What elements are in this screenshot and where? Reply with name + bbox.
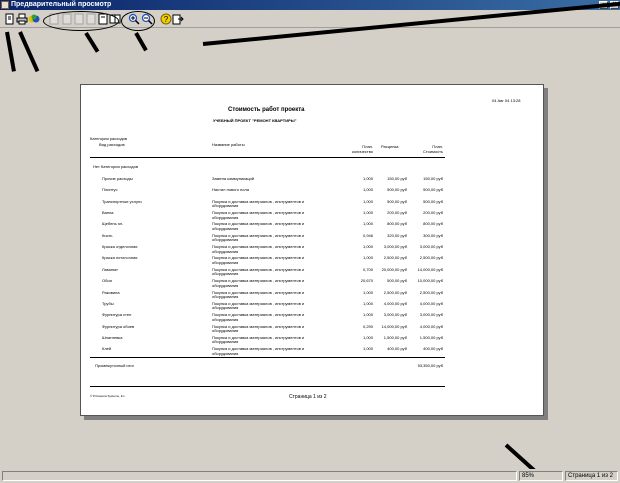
footer-divider: [90, 386, 445, 387]
row-rate: 1,500,00 руб: [383, 334, 407, 340]
row-qty: 0,290: [362, 323, 373, 329]
status-panel-main: [2, 471, 517, 481]
row-work-continued: оборудования: [212, 316, 239, 322]
row-qty: 1,000: [362, 187, 373, 193]
row-qty: 1,000: [362, 300, 373, 306]
row-expense: Краска потолочная: [102, 255, 138, 261]
row-expense: Фурнитура обоев: [102, 323, 135, 329]
row-qty: 20,670: [360, 278, 373, 284]
col-qty-header: План. количество: [352, 144, 373, 154]
footer-page-number: Страница 1 из 2: [289, 394, 327, 400]
exit-icon[interactable]: [172, 13, 184, 25]
row-cost: 2,500,00 руб: [419, 289, 443, 295]
row-expense: Кисть: [102, 232, 113, 238]
row-qty: 1,000: [362, 289, 373, 295]
row-cost: 10,000,00 руб: [417, 278, 443, 284]
row-expense: Трубы: [102, 300, 114, 306]
row-work: Покупка и доставка материалов , инструментов и: [212, 278, 305, 284]
row-work: Покупка и доставка материалов , инструментов и: [212, 210, 305, 216]
row-work: Покупка и доставка материалов , инструментов и: [212, 244, 305, 250]
row-rate: 320,00 руб: [387, 232, 407, 238]
row-work-continued: оборудования: [212, 271, 239, 277]
group-label: Нет Категория расходов: [93, 164, 138, 169]
help-icon[interactable]: [160, 13, 172, 25]
row-rate: 2,500,00 руб: [383, 289, 407, 295]
row-work: Замена коммуникаций: [212, 176, 254, 181]
row-expense: Плинтус: [102, 187, 118, 193]
row-work: Покупка и доставка материалов , инструментов и: [212, 312, 305, 318]
footer-copyright: © Primavera Systems, Inc.: [90, 394, 126, 398]
report-page: [80, 84, 544, 416]
annotation-line: [5, 32, 16, 72]
row-work-continued: оборудования: [212, 259, 239, 265]
row-qty: 1,000: [362, 334, 373, 340]
row-cost: 500,00 руб: [423, 187, 443, 193]
row-rate: 2,500,00 руб: [383, 255, 407, 261]
row-work: Покупка и доставка материалов , инструментов и: [212, 221, 305, 227]
row-rate: 500,00 руб: [387, 198, 407, 204]
row-rate: 200,00 руб: [387, 210, 407, 216]
row-expense: Краска отделочная: [102, 244, 138, 250]
subtotal-label: Промежуточный итог: [95, 363, 135, 368]
page-nav-highlight: [43, 11, 119, 31]
header-divider: [90, 157, 445, 158]
row-work: Покупка и доставка материалов , инструментов и: [212, 232, 305, 238]
row-qty: 1,000: [362, 255, 373, 261]
row-expense: Раковина: [102, 289, 120, 295]
window-title: Предварительный просмотр: [11, 1, 112, 8]
row-cost: 400,00 руб: [423, 346, 443, 352]
row-qty: 0,700: [362, 266, 373, 272]
row-rate: 800,00 руб: [387, 221, 407, 227]
svg-text:?: ?: [163, 15, 169, 24]
row-cost: 800,00 руб: [423, 221, 443, 227]
row-expense: Ламинат: [102, 266, 119, 272]
row-rate: 400,00 руб: [387, 346, 407, 352]
row-work-continued: оборудования: [212, 294, 239, 299]
row-cost: 1,500,00 руб: [419, 334, 443, 340]
annotation-line: [18, 31, 39, 72]
row-cost: 300,00 руб: [423, 232, 443, 238]
row-work-continued: оборудования: [212, 328, 239, 334]
report-project: УЧЕБНЫЙ ПРОЕКТ "РЕМОНТ КВАРТИРЫ": [213, 118, 297, 123]
row-work: Покупка и доставка материалов , инструментов и: [212, 198, 305, 204]
row-rate: 3,000,00 руб: [383, 244, 407, 250]
row-expense: Фурнитура стен: [102, 312, 132, 318]
status-bar: [0, 469, 620, 483]
row-work: Покупка и доставка материалов , инструментов и: [212, 266, 305, 272]
row-work-continued: оборудования: [212, 248, 239, 254]
row-rate: 3,000,00 руб: [383, 312, 407, 318]
row-work-continued: оборудования: [212, 203, 239, 209]
row-qty: 1,000: [362, 221, 373, 227]
row-work-continued: оборудования: [212, 225, 239, 231]
row-work-continued: оборудования: [212, 339, 239, 345]
row-rate: 150,00 руб: [387, 176, 407, 181]
status-page-indicator: Страница 1 из 2: [565, 471, 618, 481]
row-work: Покупка и доставка материалов , инструментов и: [212, 289, 305, 295]
row-qty: 1,000: [362, 312, 373, 318]
row-work: Покупка и доставка материалов , инструментов и: [212, 300, 305, 306]
row-work-continued: оборудования: [212, 282, 239, 288]
row-work: Покупка и доставка материалов , инструментов и: [212, 323, 305, 329]
annotation-line: [84, 32, 99, 53]
row-rate: 20,000,00 руб: [381, 266, 407, 272]
row-expense: Прочие расходы: [102, 176, 133, 181]
col-work-header: Название работы: [212, 142, 245, 147]
subtotal-divider: [90, 357, 445, 358]
row-work: Покупка и доставка материалов , инструментов и: [212, 334, 305, 340]
row-rate: 4,000,00 руб: [383, 300, 407, 306]
row-expense: Щебень эл.: [102, 221, 124, 227]
row-cost: 4,000,00 руб: [419, 323, 443, 329]
row-work: Настил нового пола: [212, 187, 249, 193]
color-icon[interactable]: [28, 13, 40, 25]
row-work-continued: оборудования: [212, 305, 239, 311]
report-date: 04 Авг 04 13:28: [492, 98, 521, 103]
zoom-highlight: [121, 11, 155, 31]
annotation-line: [134, 32, 147, 51]
row-cost: 3,000,00 руб: [419, 244, 443, 250]
row-expense: Клей: [102, 346, 112, 352]
row-cost: 2,500,00 руб: [419, 255, 443, 261]
col-expense-header: Вид расходов: [99, 142, 125, 147]
row-work-continued: оборудования: [212, 350, 239, 356]
row-work-continued: оборудования: [212, 214, 239, 220]
page-setup-icon[interactable]: [4, 13, 16, 25]
row-rate: 14,000,00 руб: [381, 323, 407, 329]
row-qty: 1,000: [362, 198, 373, 204]
row-cost: 150,00 руб: [423, 176, 443, 181]
category-label: Категория расходов: [90, 136, 128, 141]
subtotal-value: 53,350,00 руб: [417, 363, 443, 368]
row-qty: 1,000: [362, 210, 373, 216]
report-title: Стоимость работ проекта: [228, 107, 305, 113]
zoom-level: 85%: [519, 471, 563, 481]
row-cost: 500,00 руб: [423, 198, 443, 204]
row-qty: 1,000: [362, 346, 373, 352]
row-qty: 1,000: [362, 176, 373, 181]
row-work: Покупка и доставка материалов , инструментов и: [212, 255, 305, 261]
row-expense: Ванна: [102, 210, 114, 216]
row-expense: Обои: [102, 278, 112, 284]
col-rate-header: Расценка: [381, 144, 399, 149]
row-cost: 14,000,00 руб: [417, 266, 443, 272]
row-work: Покупка и доставка материалов , инструментов и: [212, 346, 305, 352]
row-rate: 500,00 руб: [387, 278, 407, 284]
row-cost: 4,000,00 руб: [419, 300, 443, 306]
print-icon[interactable]: [16, 13, 28, 25]
row-work-continued: оборудования: [212, 237, 239, 243]
col-cost-header: План. Стоимость: [422, 144, 443, 154]
row-cost: 3,000,00 руб: [419, 312, 443, 318]
row-expense: Транспортные услуги: [102, 198, 142, 204]
row-qty: 0,946: [362, 232, 373, 238]
row-rate: 500,00 руб: [387, 187, 407, 193]
row-cost: 200,00 руб: [423, 210, 443, 216]
title-bar: [0, 0, 620, 10]
row-expense: Шпатлевка: [102, 334, 123, 340]
row-qty: 1,000: [362, 244, 373, 250]
app-icon: [1, 1, 9, 9]
